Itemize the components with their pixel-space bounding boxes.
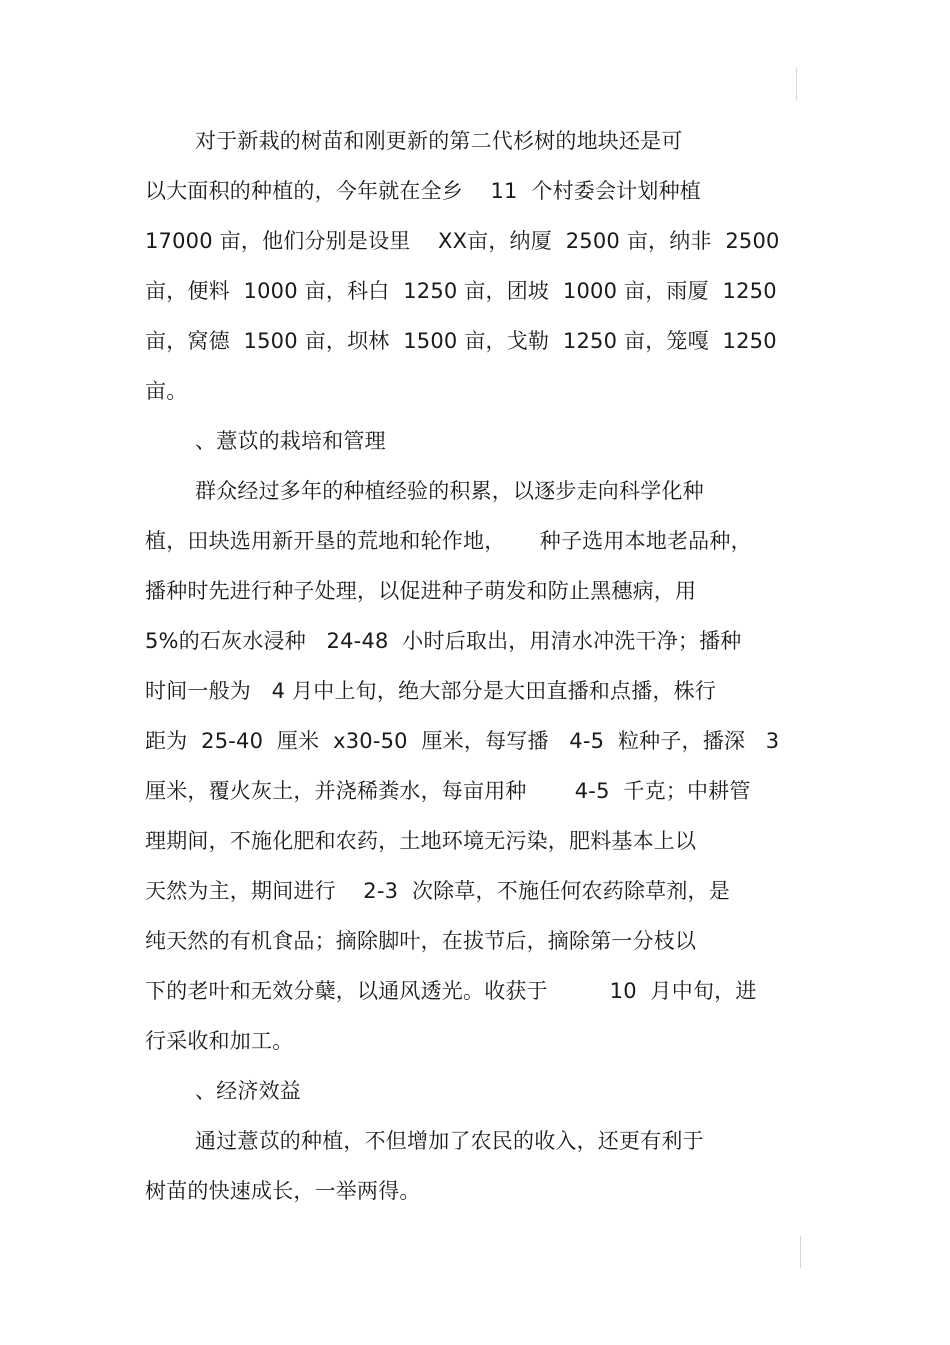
text-line: 行采收和加工。 [145, 1029, 294, 1053]
text-line: 17000 亩，他们分别是设里 XX亩，纳厦 2500 亩，纳非 2500 [145, 229, 780, 253]
text-line: 亩，窝德 1500 亩，坝林 1500 亩，戈勒 1250 亩，笼嘎 1250 [145, 329, 777, 353]
text-line: 纯天然的有机食品；摘除脚叶，在拔节后，摘除第一分枝以 [145, 929, 697, 953]
text-line: 播种时先进行种子处理，以促进种子萌发和防止黑穗病，用 [145, 579, 697, 603]
text-line: 下的老叶和无效分蘖，以通风透光。收获于 10 月中旬，进 [145, 979, 757, 1003]
text-line: 通过薏苡的种植，不但增加了农民的收入，还更有利于 [195, 1129, 704, 1153]
section-heading-economic: 、经济效益 [195, 1079, 301, 1103]
text-line: 5%的石灰水浸种 24-48 小时后取出，用清水冲洗干净；播种 [145, 629, 742, 653]
text-line: 亩，便料 1000 亩，科白 1250 亩，团坡 1000 亩，雨厦 1250 [145, 279, 777, 303]
text-line: 群众经过多年的种植经验的积累，以逐步走向科学化种 [195, 479, 704, 503]
text-line: 天然为主，期间进行 2-3 次除草，不施任何农药除草剂，是 [145, 879, 730, 903]
text-line: 树苗的快速成长，一举两得。 [145, 1179, 421, 1203]
page-corner-mark-bottom [800, 1236, 801, 1268]
text-line: 以大面积的种植的，今年就在全乡 11 个村委会计划种植 [145, 179, 701, 203]
text-line: 距为 25-40 厘米 x30-50 厘米，每写播 4-5 粒种子，播深 3 [145, 729, 780, 753]
text-line: 理期间，不施化肥和农药，土地环境无污染，肥料基本上以 [145, 829, 697, 853]
text-line: 对于新栽的树苗和刚更新的第二代杉树的地块还是可 [195, 129, 683, 153]
text-line: 植，田块选用新开垦的荒地和轮作地， 种子选用本地老品种， [145, 529, 752, 553]
page-corner-mark-top [796, 68, 797, 100]
text-line: 时间一般为 4 月中上旬，绝大部分是大田直播和点播，株行 [145, 679, 717, 703]
text-line: 厘米，覆火灰土，并浇稀粪水，每亩用种 4-5 千克；中耕管 [145, 779, 751, 803]
section-heading-cultivation: 、薏苡的栽培和管理 [195, 429, 386, 453]
text-line: 亩。 [145, 379, 188, 403]
